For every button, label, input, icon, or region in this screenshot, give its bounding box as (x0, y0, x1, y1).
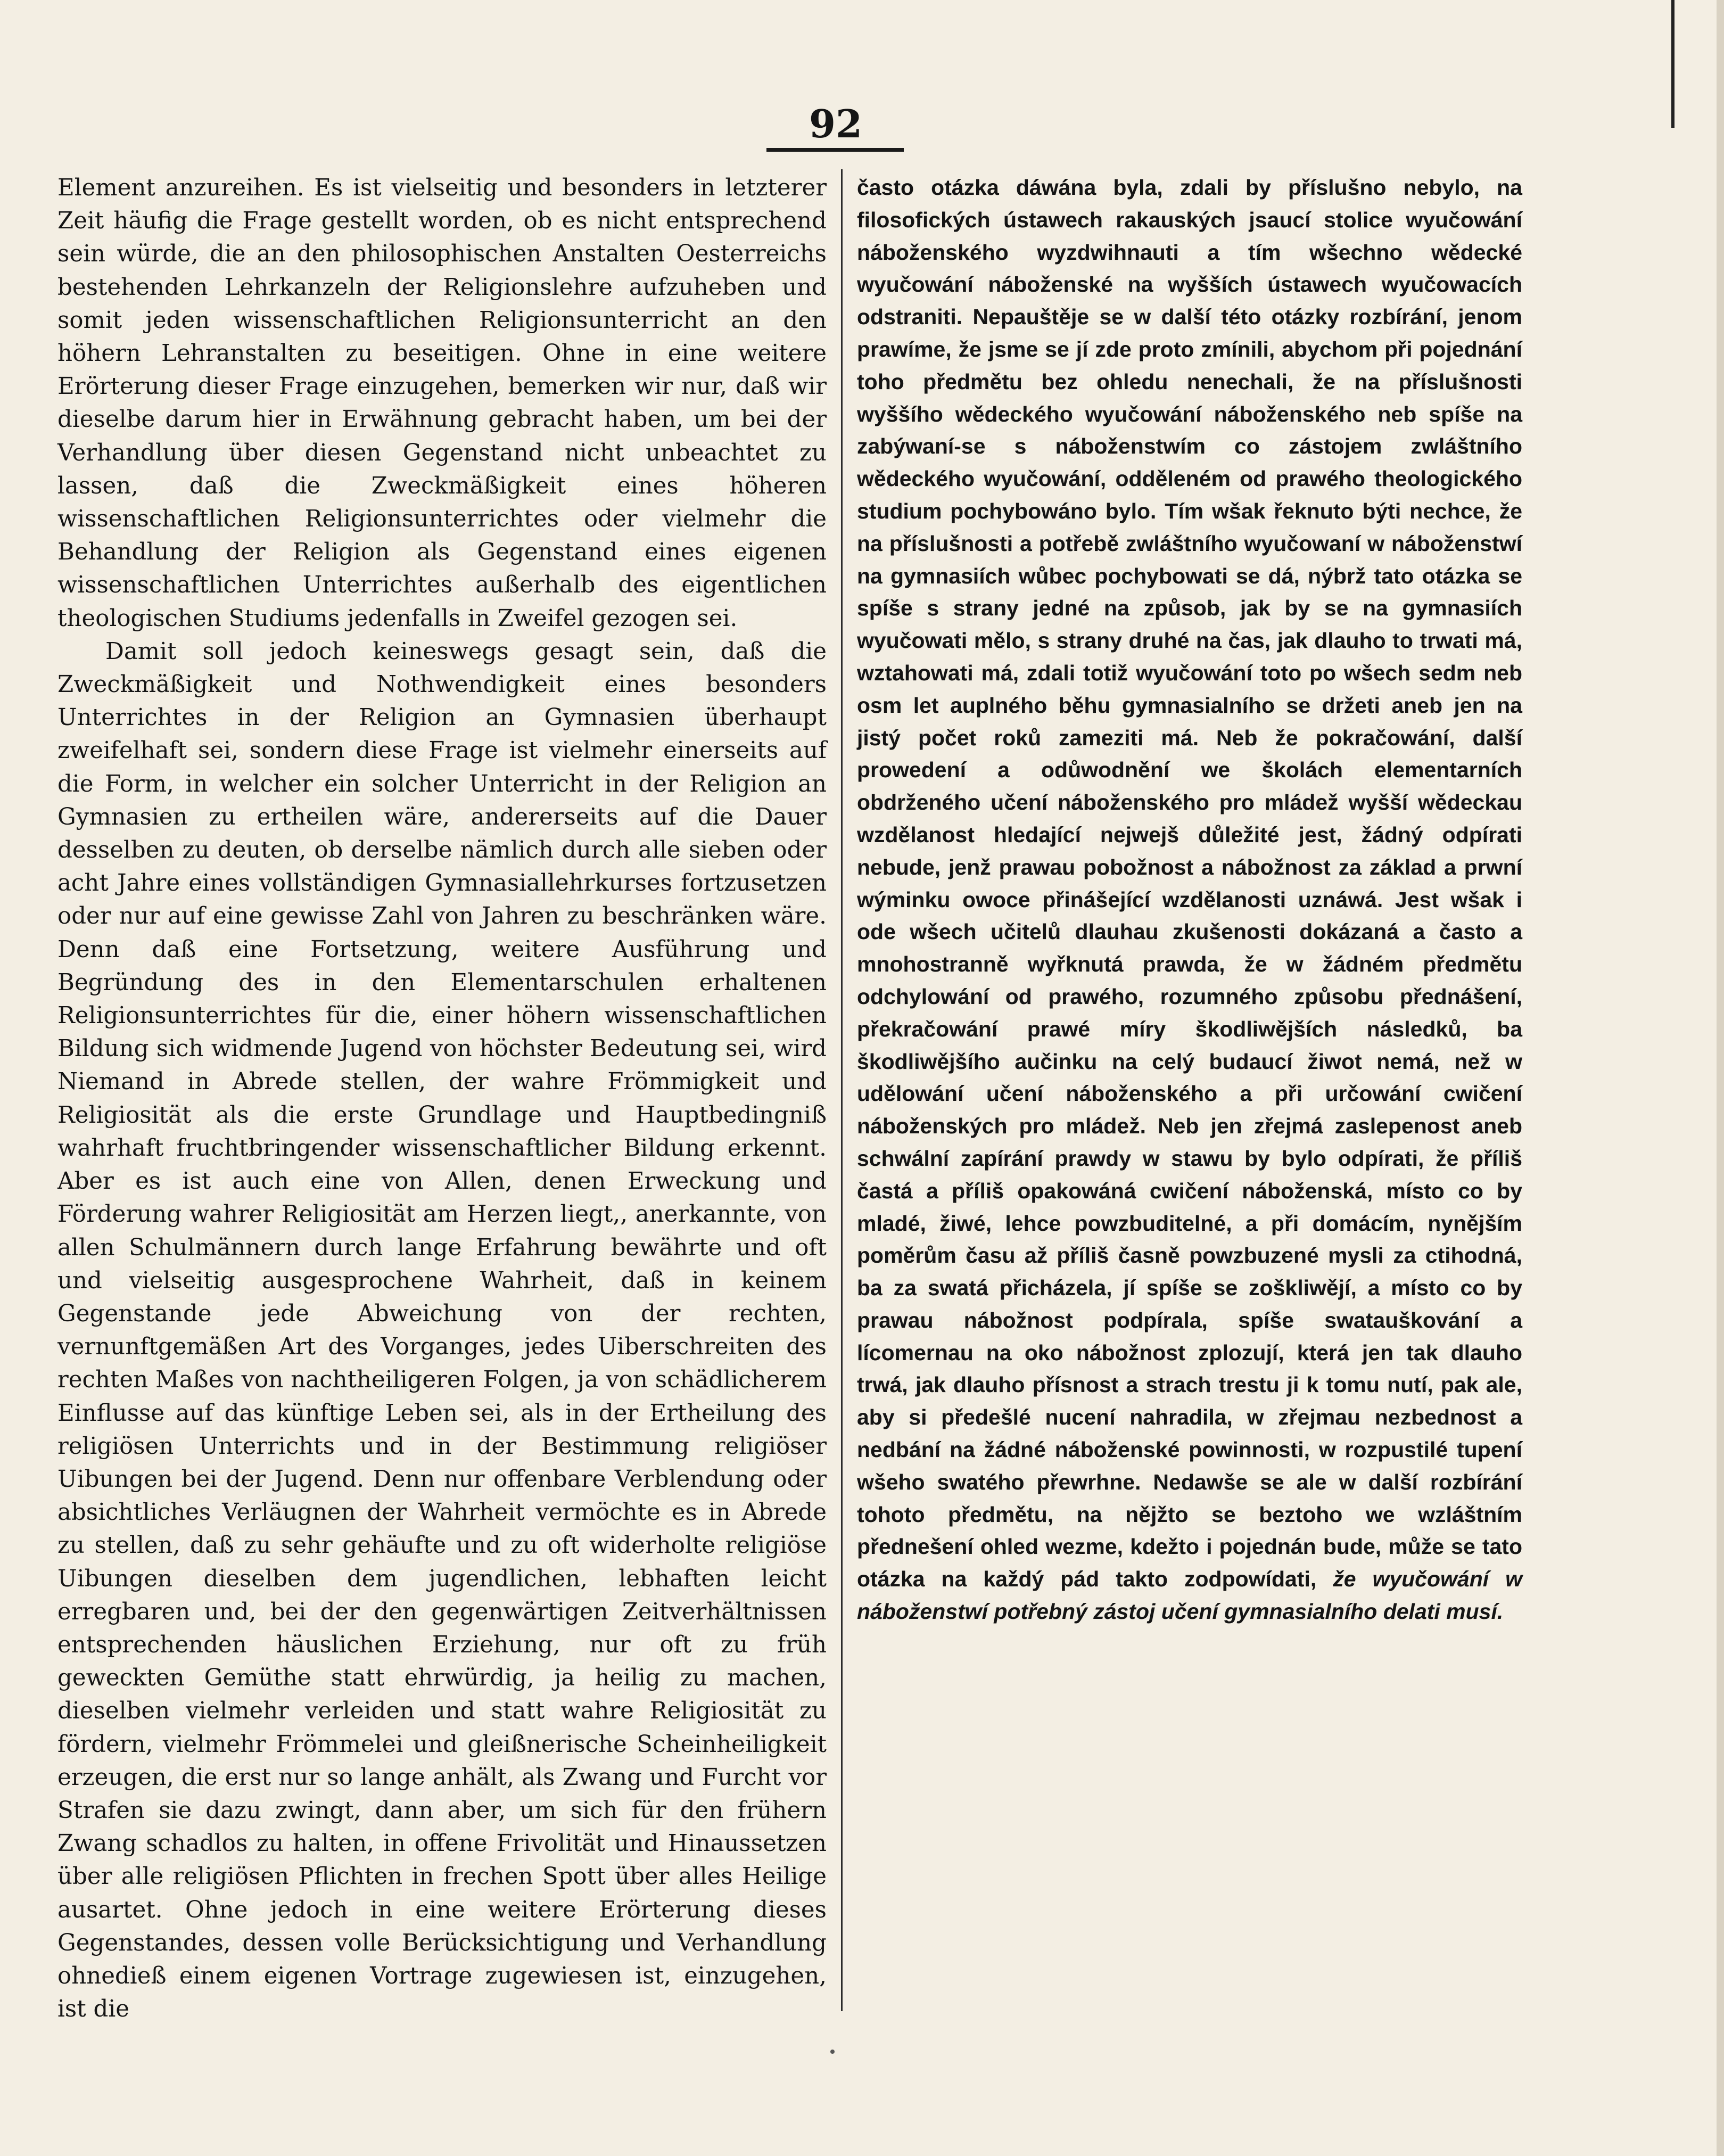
left-column-german (57, 171, 827, 2026)
print-speck (830, 2050, 835, 2054)
column-divider (841, 169, 843, 2011)
right-paragraph-body: často otázka dáwána byla, zdali by příslušno nebylo, na filosofických ústawech rakauských jsaucí stolice wyučowání náboženského wyzdwihnauti a tím wšechno wědecké wyučowání náboženské na wyšších ústawech wyučowacích odstraniti. Nepauštěje se w další této otázky rozbírání, jenom prawíme, že jsme se jí zde proto zmínili, abychom při pojednání toho předmětu bez ohledu nenechali, že na příslušnosti wyššího wědeckého wyučowání náboženského neb spíše na zabýwaní-se s náboženstwím co zástojem zwláštního wědeckého wyučowání, odděleném od prawého theologického studium pochybowáno bylo. Tím wšak řeknuto býti nechce, že na příslušnosti a potřebě zwláštního wyučowaní w náboženstwí na gymnasiích wůbec pochybowati se dá, nýbrž tato otázka se spíše s strany jedné na způsob, jak by se na gymnasiích wyučowati mělo, s strany druhé na čas, jak dlauho to trwati má, wztahowati má, zdali totiž wyučowání toto po wšech sedm neb osm let auplného běhu gymnasialního se držeti aneb jen na jistý počet roků zameziti má. Neb že pokračowání, další prowedení a odůwodnění we školách elementarních obdrženého učení náboženského pro mládež wyšší wědeckau wzdělanost hledající nejwejš důležité jest, žádný odpírati nebude, jenž prawau pobožnost a nábožnost za základ a prwní wýminku owoce přinášející wzdělanosti uznáwá. Jest wšak i ode wšech učitelů dlauhau zkušenosti dokázaná a často a mnohostranně wyřknutá prawda, že w žádném předmětu odchylowání od prawého, rozumného způsobu přednášení, překračowání prawé míry škodliwějších následků, ba škodliwějšího aučinku na celý budaucí žiwot nemá, než w udělowání učení náboženského a při určowání cwičení náboženských pro mládež. Neb jen zřejmá zaslepenost aneb schwální zapírání prawdy w stawu by bylo odpírati, že příliš častá a příliš opakowáná cwičení náboženská, místo co by mladé, žiwé, lehce powzbuditelné, a při domácím, nynějším poměrům času až příliš časně powzbuzené mysli za ctihodná, ba za swatá přicházela, jí spíše se zoškliwějí, a místo co by prawau nábožnost podpírala, spíše swatauškování a lícomernau na oko nábožnost zplozují, která jen tak dlauho trwá, jak dlauho přísnost a strach trestu ji k tomu nutí, pak ale, aby si předešlé nucení nahradila, w zřejmau nezbednost a nedbání na žádné náboženské powinnosti, w rozpustilé tupení wšeho swatého přewrhne. Nedawše se ale w další rozbírání tohoto předmětu, na nějžto se beztoho we wzláštním přednešení ohled wezme, kdežto i pojednán bude, může se tato otázka na každý pád takto zodpowídati, (857, 175, 1522, 1592)
right-paragraph (857, 171, 1522, 1628)
page-number-rule (766, 148, 904, 152)
right-column-czech (857, 171, 1522, 1628)
right-paragraph-conclusion: že wyučowání w náboženstwí potřebný zástoj učení gymnasialního delati musí. (857, 1567, 1522, 1624)
page-number: 92 (809, 101, 863, 146)
left-paragraph-1: Element anzureihen. Es ist vielseitig und besonders in letzterer Zeit häufig die Frage gestellt worden, ob es nicht entsprechend sein würde, die an den philosophischen Anstalten Oesterreichs bestehenden Lehrkanzeln der Religionslehre aufzuheben und somit jeden wissenschaftlichen Religionsunterricht an den höhern Lehranstalten zu beseitigen. Ohne in eine weitere Erörterung dieser Frage einzugehen, bemerken wir nur, daß wir dieselbe darum hier in Erwähnung gebracht haben, um bei der Verhandlung über diesen Gegenstand nicht unbeachtet zu lassen, daß die Zweckmäßigkeit eines höheren wissenschaftlichen Religionsunterrichtes oder vielmehr die Behandlung der Religion als Gegenstand eines eigenen wissenschaftlichen Unterrichtes außerhalb des eigentlichen theologischen Studiums jedenfalls in Zweifel gezogen sei. (57, 175, 827, 632)
page-edge-mark (1671, 0, 1674, 128)
left-paragraph-2: Damit soll jedoch keineswegs gesagt sein, daß die Zweckmäßigkeit und Nothwendigkeit eines besonders Unterrichtes in der Religion an Gymnasien überhaupt zweifelhaft sei, sondern diese Frage ist vielmehr einerseits auf die Form, in welcher ein solcher Unterricht in der Religion an Gymnasien zu ertheilen wäre, andererseits auf die Dauer desselben zu deuten, ob derselbe nämlich durch alle sieben oder acht Jahre eines vollständigen Gymnasiallehrkurses fortzusetzen oder nur auf eine gewisse Zahl von Jahren zu beschränken wäre. Denn daß eine Fortsetzung, weitere Ausführung und Begründung des in den Elementarschulen erhaltenen Religionsunterrichtes für die, einer höhern wissenschaftlichen Bildung sich widmende Jugend von höchster Bedeutung sei, wird Niemand in Abrede stellen, der wahre Frömmigkeit und Religiosität als die erste Grundlage und Hauptbedingniß wahrhaft fruchtbringender wissenschaftlicher Bildung erkennt. Aber es ist auch eine von Allen, denen Erweckung und Förderung wahrer Religiosität am Herzen liegt,, anerkannte, von allen Schulmännern durch lange Erfahrung bewährte und oft und vielseitig ausgesprochene Wahrheit, daß in keinem Gegenstande jede Abweichung von der rechten, vernunftgemäßen Art des Vorganges, jedes Uiberschreiten des rechten Maßes von nachtheiligeren Folgen, ja von schädlicherem Einflusse auf das künftige Leben sei, als in der Ertheilung des religiösen Unterrichts und in der Bestimmung religiöser Uibungen bei der Jugend. Denn nur offenbare Verblendung oder absichtliches Verläugnen der Wahrheit vermöchte es in Abrede zu stellen, daß zu sehr gehäufte und zu oft widerholte religiöse Uibungen dieselben dem jugendlichen, lebhaften leicht erregbaren und, bei der den gegenwärtigen Zeitverhältnissen entsprechenden häuslichen Erziehung, nur oft zu früh geweckten Gemüthe statt ehrwürdig, ja heilig zu machen, dieselben vielmehr verleiden und statt wahre Religiosität zu fördern, vielmehr Frömmelei und gleißnerische Scheinheiligkeit erzeugen, die erst nur so lange anhält, als Zwang und Furcht vor Strafen sie dazu zwingt, dann aber, um sich für den frühern Zwang schadlos zu halten, in offene Frivolität und Hinaussetzen über alle religiösen Pflichten in frechen Spott über alles Heilige ausartet. Ohne jedoch in eine weitere Erörterung dieses Gegenstandes, dessen volle Berücksichtigung und Verhandlung ohnedieß einem eigenen Vortrage zugewiesen ist, einzugehen, ist die (57, 638, 827, 2023)
